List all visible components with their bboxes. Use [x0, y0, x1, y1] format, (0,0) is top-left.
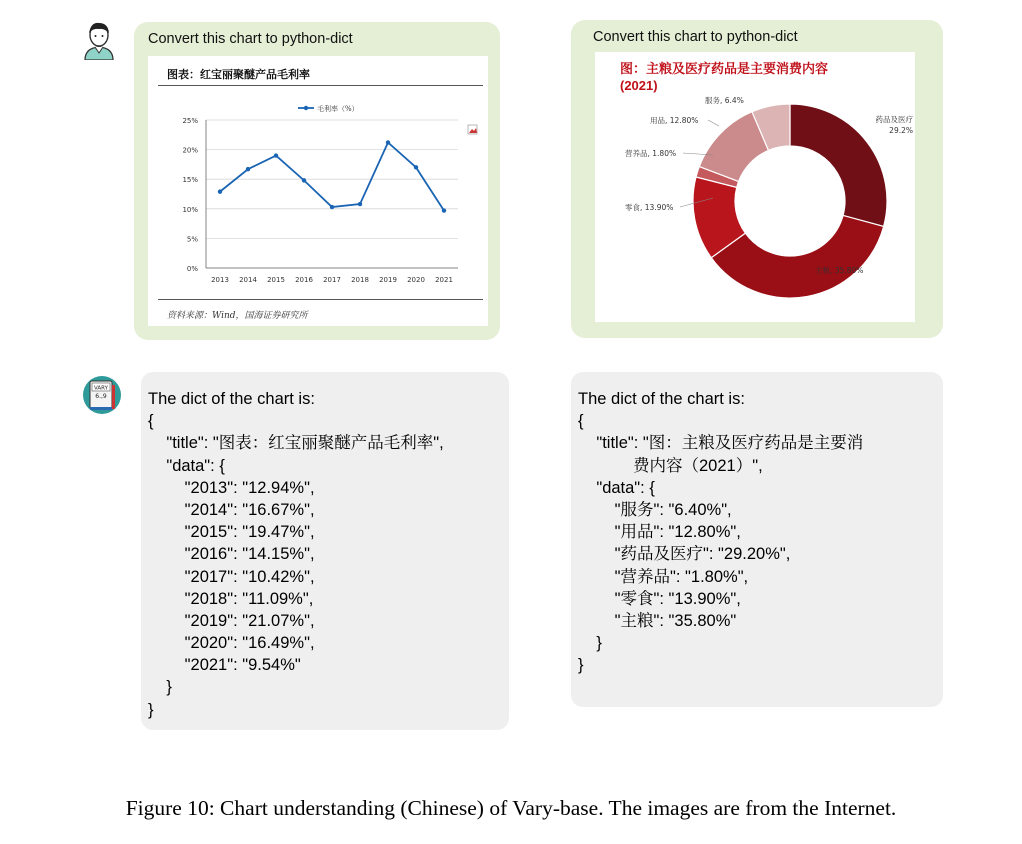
- y-tick-label: 20%: [182, 146, 198, 155]
- line-chart: [158, 90, 480, 295]
- slice-label: 药品及医疗: [875, 115, 913, 124]
- data-point: [358, 202, 362, 206]
- answer-line: "2018": "11.09%",: [148, 589, 314, 608]
- image-placeholder-icon: [468, 125, 477, 134]
- y-tick-label: 15%: [182, 176, 198, 185]
- user-avatar-icon: [82, 20, 116, 60]
- y-tick-label: 10%: [182, 205, 198, 214]
- left-prompt-text: Convert this chart to python-dict: [148, 31, 353, 47]
- slice-label: 主粮, 35.80%: [815, 266, 864, 275]
- slice-label: 用品, 12.80%: [650, 116, 699, 125]
- y-tick-label: 0%: [186, 265, 198, 273]
- data-point: [246, 167, 250, 171]
- slice-value-label: 29.2%: [889, 126, 913, 135]
- answer-line: "2015": "19.47%",: [148, 523, 315, 542]
- answer-line: "营养品": "1.80%",: [578, 567, 749, 586]
- data-point: [274, 153, 278, 157]
- answer-line: "data": {: [148, 456, 225, 475]
- answer-line: "2014": "16.67%",: [148, 500, 315, 519]
- right-answer-text: [578, 388, 863, 676]
- donut-slice: [790, 104, 887, 226]
- legend-marker: [304, 106, 308, 110]
- vary-bot-avatar-icon: [82, 375, 122, 415]
- slice-label: 服务, 6.4%: [705, 96, 744, 105]
- right-chart-image: [595, 52, 915, 322]
- donut-chart-title: 图：主粮及医疗药品是主要消费内容 (2021): [620, 61, 829, 93]
- chart-source: 资料来源：Wind，国海证券研究所: [167, 311, 308, 321]
- answer-line: {: [148, 412, 154, 431]
- x-tick-label: 2013: [211, 276, 229, 284]
- data-point: [330, 205, 334, 209]
- answer-line: "data": {: [578, 478, 655, 497]
- svg-text:6.,9: 6.,9: [95, 393, 107, 400]
- data-point: [302, 178, 306, 182]
- data-point: [386, 140, 390, 144]
- figure-caption: Figure 10: Chart understanding (Chinese) of Vary-base. The images are from the Internet.: [125, 796, 897, 820]
- answer-line: "用品": "12.80%",: [578, 523, 741, 542]
- answer-line: "2021": "9.54%": [148, 656, 301, 675]
- y-tick-label: 25%: [182, 117, 198, 125]
- answer-line: The dict of the chart is:: [148, 390, 315, 408]
- answer-line: "主粮": "35.80%": [578, 611, 737, 630]
- footer-rule: [158, 299, 483, 300]
- answer-line: }: [148, 700, 154, 719]
- legend-label: 毛利率（%）: [317, 105, 359, 113]
- slice-label: 零食, 13.90%: [625, 203, 674, 212]
- answer-line: "药品及医疗": "29.20%",: [578, 545, 791, 564]
- answer-line: "服务": "6.40%",: [578, 500, 732, 519]
- data-point: [414, 165, 418, 169]
- x-tick-label: 2019: [379, 276, 397, 284]
- answer-line: "零食": "13.90%",: [578, 589, 741, 608]
- answer-line: "2013": "12.94%",: [148, 478, 315, 497]
- x-tick-label: 2020: [407, 276, 425, 284]
- answer-line: }: [578, 634, 602, 653]
- donut-chart: [595, 52, 915, 322]
- answer-line: 费内容（2021）",: [578, 456, 763, 475]
- left-answer-text: [148, 388, 444, 721]
- header-rule: [158, 85, 483, 86]
- answer-line: "2020": "16.49%",: [148, 634, 315, 653]
- answer-line: "2017": "10.42%",: [148, 567, 315, 586]
- answer-line: The dict of the chart is:: [578, 390, 745, 408]
- answer-line: }: [578, 656, 584, 675]
- answer-line: }: [148, 678, 172, 697]
- y-tick-label: 5%: [186, 235, 198, 244]
- series-line: [220, 142, 444, 210]
- x-tick-label: 2021: [435, 276, 453, 284]
- x-tick-label: 2017: [323, 276, 341, 284]
- x-tick-label: 2016: [295, 276, 313, 284]
- x-tick-label: 2014: [239, 276, 257, 284]
- slice-label: 营养品, 1.80%: [625, 149, 677, 158]
- answer-line: "title": "图：主粮及医疗药品是主要消: [578, 434, 864, 453]
- svg-text:VARY: VARY: [93, 385, 109, 392]
- line-chart-header: 图表：红宝丽聚醚产品毛利率: [167, 68, 310, 81]
- x-tick-label: 2015: [267, 276, 285, 284]
- answer-line: "2016": "14.15%",: [148, 545, 315, 564]
- data-point: [442, 208, 446, 212]
- data-point: [218, 189, 222, 193]
- right-prompt-text: Convert this chart to python-dict: [593, 29, 798, 45]
- answer-line: "2019": "21.07%",: [148, 611, 315, 630]
- answer-line: "title": "图表：红宝丽聚醚产品毛利率",: [148, 434, 444, 453]
- answer-line: {: [578, 412, 584, 431]
- left-chart-image: [148, 56, 488, 326]
- x-tick-label: 2018: [351, 276, 369, 284]
- leader-line: [708, 120, 719, 126]
